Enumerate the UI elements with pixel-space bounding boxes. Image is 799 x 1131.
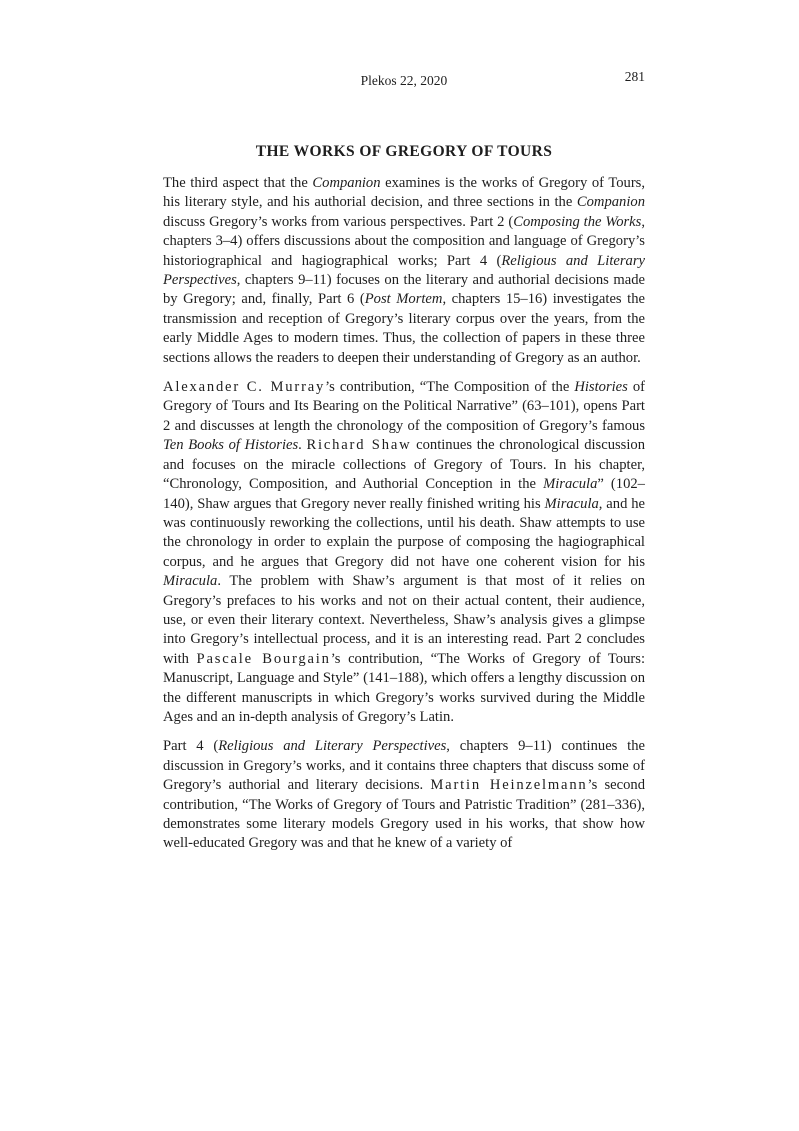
- text-segment: . The problem with Shaw’s argument is that most of it relies on Gregory’s prefaces to his works and not on their actual content, their audience, use, or even their literary context. Nevertheless, Shaw’s analysis gives a glimpse into Gregory’s intellectual process, and it is an interesting read. Part 2 concludes with: [163, 573, 645, 667]
- article-heading: THE WORKS OF GREGORY OF TOURS: [255, 143, 553, 160]
- text-segment: The third aspect that the: [163, 175, 313, 191]
- person-name: Martin Heinzelmann: [430, 777, 588, 794]
- text-segment: continues the chronological discussion and focuses on the miracle collections of Gregory of Tours. In his chapter, “Chronology, Composition, and Authorial Conception in the: [163, 437, 646, 493]
- text-segment: , chapters 15–16) investigates the transmission and reception of Gregory’s literary corpus over the years, from the early Middle Ages to modern times. Thus, the collection of papers in these three sections allows the readers to deepen their understanding of Gregory as an author.: [163, 291, 645, 366]
- work-title: Histories: [574, 379, 628, 396]
- work-title: Miracula: [543, 476, 598, 493]
- person-name: Richard Shaw: [306, 437, 412, 454]
- page-number: 281: [624, 69, 645, 84]
- work-title: Companion: [312, 175, 381, 191]
- page-header: [163, 69, 645, 89]
- text-segment: ’s contribution, “The Works of Gregory of Tours: Manuscript, Language and Style” (141–188), which offers a lengthy discussion on the different manuscripts in which Gregory’s works survived during the Middle Ages and an in-depth analysis of Gregory’s Latin.: [163, 650, 645, 725]
- text-segment: discuss Gregory’s works from various perspectives. Part 2 (: [163, 213, 514, 230]
- text-segment: and he was continuously reworking the collections, until his death. Shaw attempts to use the chronology in order to explain the purpose of composing the hagiographical corpus, and he argues that Gregory did not have one coherent vision for his: [163, 495, 645, 570]
- text-segment: .: [298, 437, 307, 454]
- journal-header: Plekos 22, 2020: [360, 73, 448, 88]
- work-title: Religious and Literary Perspectives: [163, 252, 645, 289]
- paragraph-part4-chapters: [163, 737, 645, 853]
- article-body: [163, 174, 645, 864]
- work-title: Religious and Literary Perspectives: [218, 738, 447, 755]
- work-title: Composing the Works: [513, 213, 642, 230]
- work-title: Miracula: [163, 573, 218, 590]
- text-segment: of Gregory of Tours and Its Bearing on the Political Narrative” (63–101), opens Part 2 and discusses at length the chronology of the composition of Gregory’s famous: [163, 379, 645, 434]
- person-name: Pascale Bourgain: [196, 650, 331, 667]
- person-name: Alexander C. Murray: [163, 379, 326, 396]
- text-segment: Part 4 (: [163, 738, 219, 755]
- text-segment: , chapters 3–4) offers discussions about the composition and language of Gregory’s historiographical and hagiographical works; Part 4 (: [163, 213, 645, 269]
- paragraph-part2-chapters: [163, 378, 645, 727]
- work-title: Post Mortem: [364, 291, 443, 308]
- text-segment: ’s contribution, “The Composition of the: [325, 379, 575, 396]
- text-segment: , chapters 9–11) focuses on the literary and authorial decisions made by Gregory; and, finally, Part 6 (: [163, 272, 645, 308]
- work-title: Ten Books of Histories: [163, 437, 299, 454]
- text-segment: ’s second contribution, “The Works of Gregory of Tours and Patristic Tradition” (281–336), demonstrates some literary models Gregory used in his works, that show how well-educated Gregory was and that he knew of a variety of: [163, 777, 645, 852]
- work-title: Companion: [576, 194, 645, 211]
- text-segment: , chapters 9–11) continues the discussion in Gregory’s works, and it contains three chapters that discuss some of Gregory’s authorial and literary decisions.: [163, 738, 645, 794]
- text-segment: examines is the works of Gregory of Tours, his literary style, and his authorial decision, and three sections in the: [163, 175, 646, 211]
- text-segment: ” (102–140), Shaw argues that Gregory never really finished writing his: [163, 476, 645, 512]
- paragraph-overview: [163, 174, 645, 368]
- work-title: Miracula,: [544, 495, 603, 512]
